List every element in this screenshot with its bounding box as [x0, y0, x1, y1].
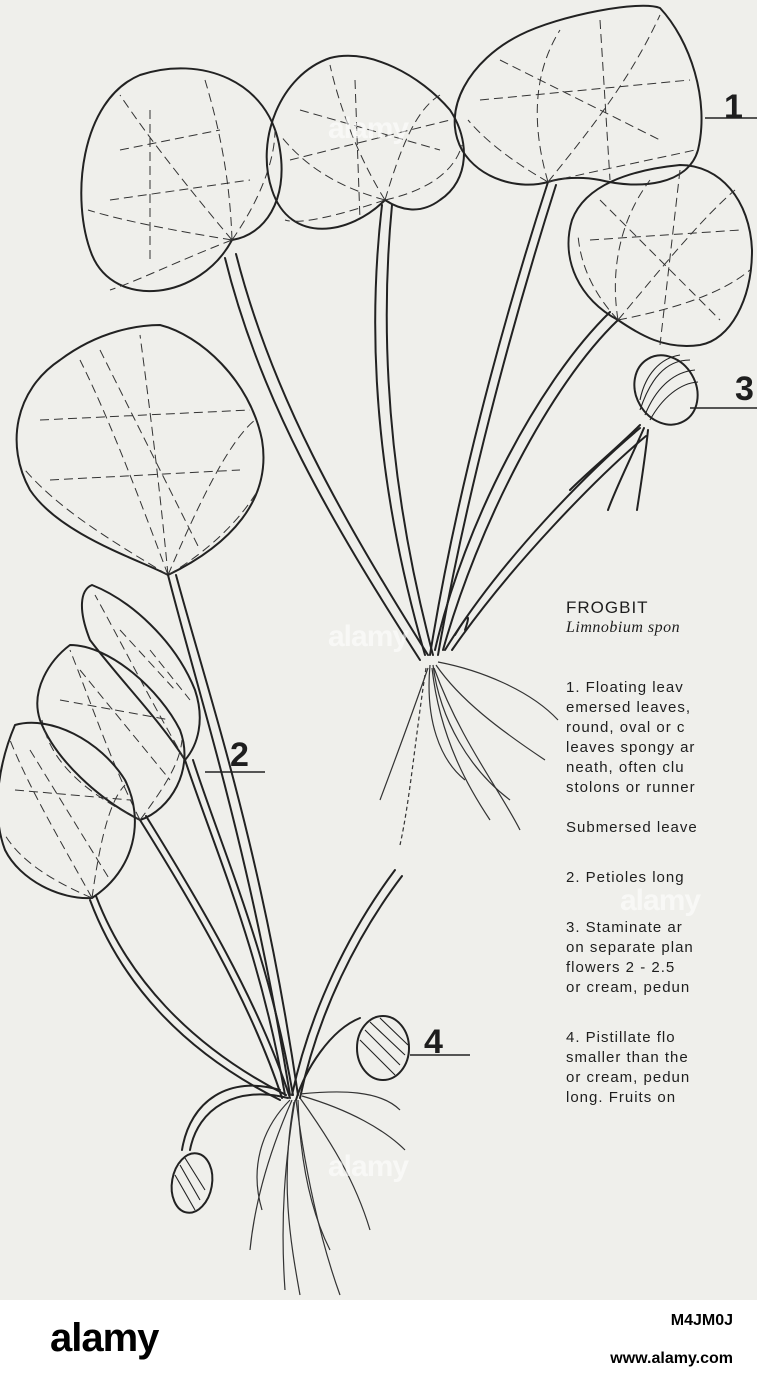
leaf-b: [267, 56, 464, 229]
figure-label-2: 2: [230, 736, 249, 774]
pistillate-flower-bud-lower: [167, 1150, 217, 1216]
species-caption: [566, 598, 757, 1108]
leaf-a: [81, 68, 281, 291]
caption-line: or cream, pedun: [566, 979, 691, 996]
caption-line: Submersed leave: [566, 819, 698, 836]
caption-line: 4. Pistillate flo: [566, 1029, 676, 1046]
leaf-h: [0, 723, 135, 898]
site-link[interactable]: www.alamy.com: [610, 1350, 733, 1367]
figure-label-3: 3: [735, 370, 754, 408]
caption-line: flowers 2 - 2.5: [566, 959, 676, 976]
watermark-right: alamy: [620, 884, 701, 917]
leaf-e: [17, 325, 264, 575]
species-common-name: FROGBIT: [566, 598, 649, 617]
caption-line: smaller than the: [566, 1049, 689, 1066]
caption-line: neath, often clu: [566, 759, 685, 776]
caption-line: emersed leaves,: [566, 699, 692, 716]
caption-line: stolons or runner: [566, 779, 696, 796]
caption-line: on separate plan: [566, 939, 694, 956]
figure-label-4: 4: [424, 1023, 443, 1061]
staminate-flower-bud: [570, 344, 710, 510]
alamy-logo[interactable]: alamy: [50, 1316, 159, 1360]
species-scientific-name: Limnobium spon: [566, 619, 681, 636]
caption-line: or cream, pedun: [566, 1069, 691, 1086]
watermark-middle: alamy: [328, 620, 409, 653]
watermark-bottom: alamy: [328, 1150, 409, 1183]
stems-top-cluster: [225, 182, 646, 660]
pistillate-flower-bud-upper: [357, 1016, 409, 1080]
leaf-c: [455, 6, 702, 185]
figure-label-1: 1: [724, 88, 743, 126]
watermark-top: alamy: [328, 112, 409, 145]
image-id: M4JM0J: [670, 1312, 733, 1329]
roots-plant-1: [380, 662, 558, 845]
roots-plant-2: [250, 1092, 405, 1295]
caption-line: 2. Petioles long: [566, 869, 685, 886]
caption-line: leaves spongy ar: [566, 739, 696, 756]
stock-footer: [0, 1300, 757, 1390]
stems-bottom-cluster: [90, 575, 402, 1150]
caption-line: 3. Staminate ar: [566, 919, 683, 936]
caption-line: long. Fruits on: [566, 1089, 677, 1106]
caption-line: round, oval or c: [566, 719, 686, 736]
caption-line: 1. Floating leav: [566, 679, 684, 696]
leaf-d: [569, 165, 752, 346]
